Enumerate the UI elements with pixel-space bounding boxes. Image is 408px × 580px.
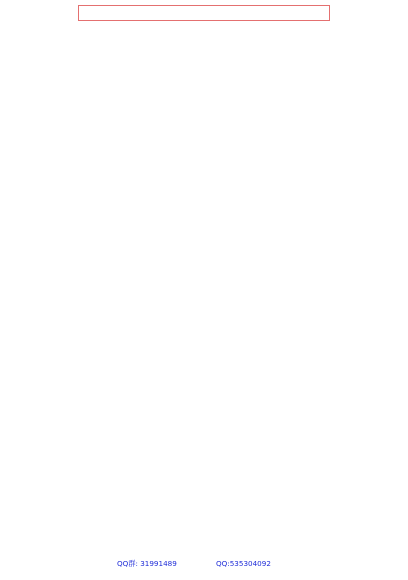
top-banner[interactable]	[78, 5, 330, 21]
qq-group-text: QQ群: 31991489	[117, 559, 177, 568]
document-body	[46, 38, 364, 538]
footer	[0, 557, 408, 571]
qq-number-text: QQ:535304092	[216, 559, 271, 568]
